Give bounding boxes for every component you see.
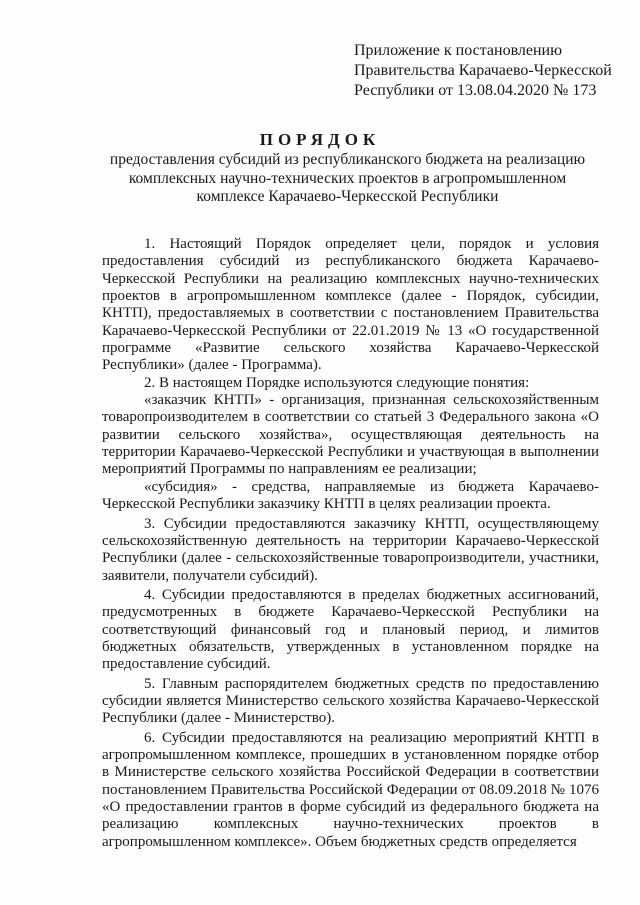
annex-line-2: Правительства Карачаево-Черкесской [354, 62, 612, 79]
paragraph-1: 1. Настоящий Порядок определяет цели, порядок и условия предоставления субсидий из республиканского бюджета Карачаево-Черкесской Республики на реализацию комплексных научно-технических проектов в агропромышленном комплексе (далее - Порядок, субсидии, КНТП), предоставляемых в соответствии с постановлением Правительства Карачаево-Черкесской Республики от 22.01.2019 № 13 «О государственной программе «Развитие сельского хозяйства Карачаево-Черкесской Республики» (далее - Программа). [102, 236, 599, 374]
paragraph-2: 2. В настоящем Порядке используются следующие понятия: [144, 374, 530, 391]
document-body [102, 236, 599, 851]
paragraph-5: 5. Главным распорядителем бюджетных средств по предоставлению субсидии является Министерство сельского хозяйства Карачаево-Черкесской Республики (далее - Министерство). [102, 675, 599, 727]
paragraph-definition-subsidy: «субсидия» - средства, направляемые из бюджета Карачаево-Черкесской Республики заказчику КНТП в целях реализации проекта. [102, 478, 599, 513]
paragraph-definition-customer: «заказчик КНТП» - организация, признанная сельскохозяйственным товаропроизводителем в соответствии со статьей 3 Федерального закона «О развитии сельского хозяйства», осуществляющая деятельность на территории Карачаево-Черкесской Республики и участвующая в выполнении мероприятий Программы по направлениям ее реализации; [102, 392, 599, 478]
document-title: ПОРЯДОК [259, 130, 381, 149]
paragraph-4: 4. Субсидии предоставляются в пределах бюджетных ассигнований, предусмотренных в бюджете Карачаево-Черкесской Республики на соответствующий финансовый год и плановый период, и лимитов бюджетных обязательств, утвержденных в установленном порядке на предоставление субсидий. [102, 586, 599, 673]
annex-line-3: Республики от 13.08.04.2020 № 173 [354, 82, 597, 99]
document-subtitle: предоставления субсидий из республиканского бюджета на реализацию комплексных научно-технических проектов в агропромышленном комплексе Карачаево-Черкесской Республики [109, 151, 586, 205]
paragraph-3: 3. Субсидии предоставляются заказчику КНТП, осуществляющему сельскохозяйственную деятельность на территории Карачаево-Черкесской Республики (далее - сельскохозяйственные товаропроизводители, участники, заявители, получатели субсидий). [102, 515, 599, 584]
paragraph-6: 6. Субсидии предоставляются на реализацию мероприятий КНТП в агропромышленном комплексе, прошедших в установленном порядке отбор в Министерстве сельского хозяйства Российской Федерации в соответствии постановлением Правительства Российской Федерации от 08.09.2018 № 1076 «О предоставлении грантов в форме субсидий из федерального бюджета на реализацию комплексных научно-технических проектов в агропромышленном комплексе». Объем бюджетных средств определяется [102, 729, 599, 850]
annex-header [354, 41, 624, 101]
annex-line-1: Приложение к постановлению [354, 42, 563, 59]
